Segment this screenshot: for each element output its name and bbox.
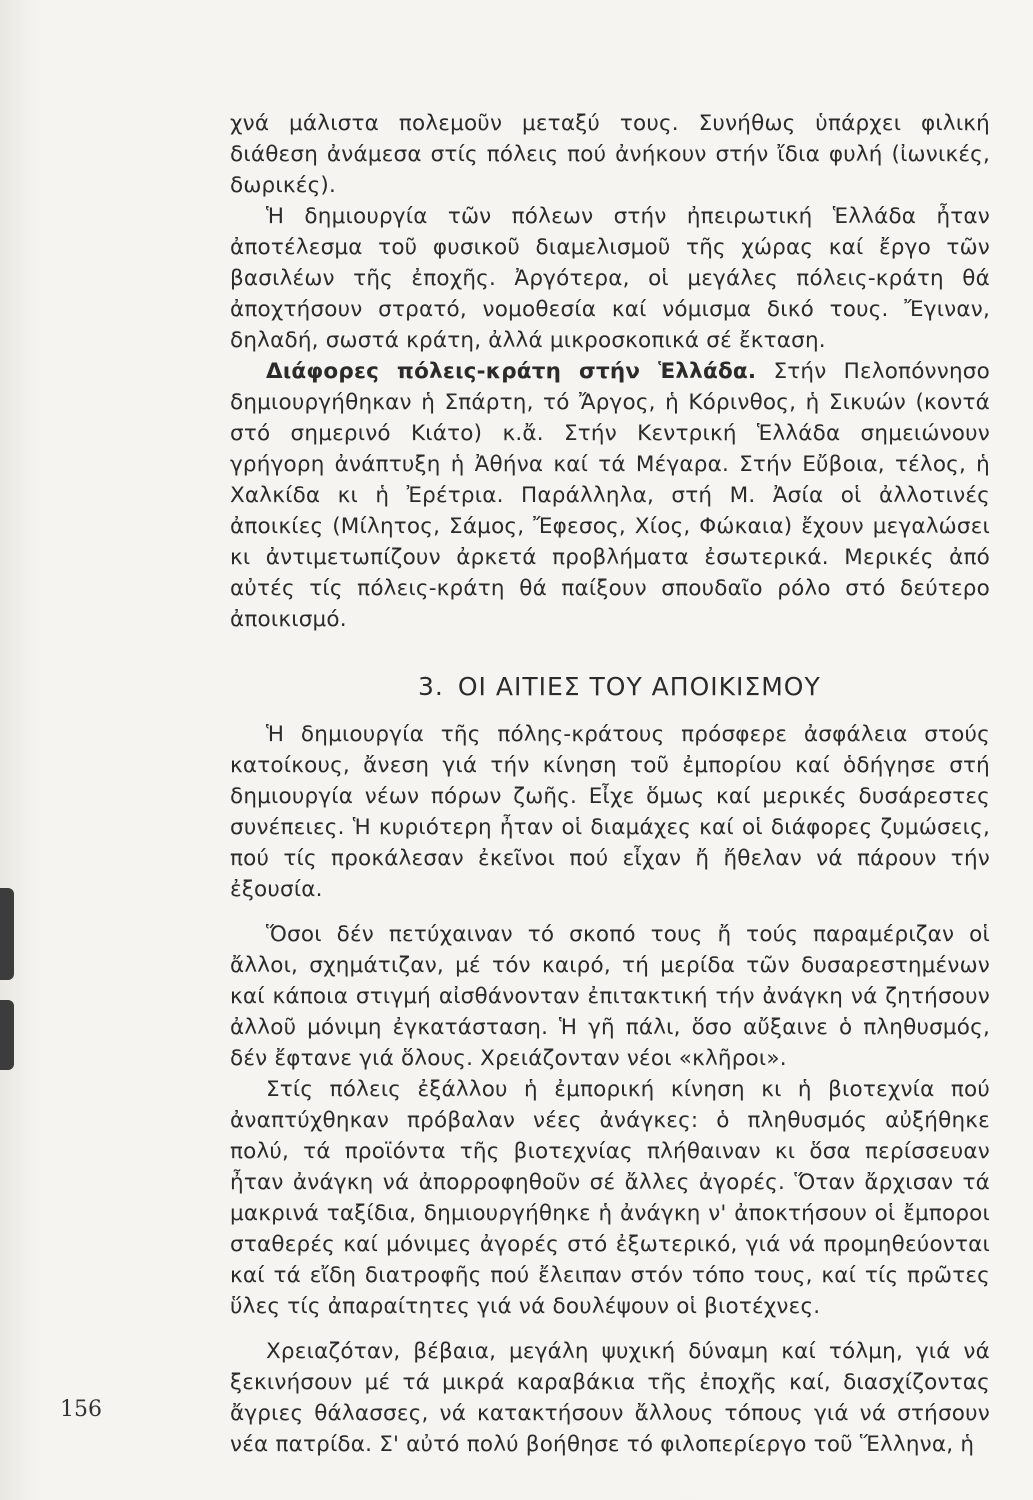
section-lead: Διάφορες πόλεις-κράτη στήν Ἑλλάδα. — [266, 359, 757, 384]
paragraph: Στίς πόλεις ἐξάλλου ἡ ἐμπορική κίνηση κι ἡ βιοτεχνία πού ἀναπτύχθηκαν πρόβαλαν νέες ἀνάγκες: ὁ πληθυσμός αὐξήθηκε πολύ, τά προϊόντα τῆς βιοτεχνίας πλήθαιναν κι ὅσα περίσσευαν ἦταν ἀνάγκη νά ἀπορροφηθοῦν σέ ἄλλες ἀγορές. Ὅταν ἄρχισαν τά μακρινά ταξίδια, δημιουργήθηκε ἡ ἀνάγκη ν' ἀποκτήσουν οἱ ἔμποροι σταθερές καί μόνιμες ἀγορές στό ἐξωτερικό, γιά νά προμηθεύονται καί τά εἴδη διατροφῆς πού ἔλειπαν στόν τόπο τους, καί τίς πρῶτες ὕλες τίς ἀπαραίτητες γιά νά δουλέψουν οἱ βιοτέχνες. — [230, 1077, 990, 1319]
page-edge-mark — [0, 888, 14, 980]
section-number: 3. — [418, 672, 444, 701]
paragraph: χνά μάλιστα πολεμοῦν μεταξύ τους. Συνήθως ὑπάρχει φιλική διάθεση ἀνάμεσα στίς πόλεις πού ἀνήκουν στήν ἴδια φυλή (ἰωνικές, δωρικές). — [230, 111, 990, 198]
page-number: 156 — [60, 1397, 102, 1422]
paragraph-text: Στήν Πελοπόννησο δημιουργήθηκαν ἡ Σπάρτη, τό Ἄργος, ἡ Κόρινθος, ἡ Σικυών (κοντά στό σημερινό Κιάτο) κ.ἄ. Στήν Κεντρική Ἑλλάδα σημειώνουν γρήγορη ἀνάπτυξη ἡ Ἀθήνα καί τά Μέγαρα. Στήν Εὔβοια, τέλος, ἡ Χαλκίδα κι ἡ Ἐρέτρια. Παράλληλα, στή Μ. Ἀσία οἱ ἀλλοτινές ἀποικίες (Μίλητος, Σάμος, Ἔφεσος, Χίος, Φώκαια) ἔχουν μεγαλώσει κι ἀντιμετωπίζουν ἀρκετά προβλήματα ἐσωτερικά. Μερικές ἀπό αὐτές τίς πόλεις-κράτη θά παίξουν σπουδαῖο ρόλο στό δεύτερο ἀποικισμό. — [230, 359, 990, 632]
paragraph — [230, 356, 990, 635]
page-edge-mark — [0, 1000, 14, 1070]
section-heading — [418, 671, 990, 703]
body-text — [230, 108, 990, 1460]
section-title: ΟΙ ΑΙΤΙΕΣ ΤΟΥ ΑΠΟΙΚΙΣΜΟΥ — [457, 672, 821, 701]
paragraph: Ἡ δημιουργία τῶν πόλεων στήν ἠπειρωτική Ἑλλάδα ἦταν ἀποτέλεσμα τοῦ φυσικοῦ διαμελισμοῦ τῆς χώρας καί ἔργο τῶν βασιλέων τῆς ἐποχῆς. Ἀργότερα, οἱ μεγάλες πόλεις-κράτη θά ἀποχτήσουν στρατό, νομοθεσία καί νόμισμα δικό τους. Ἔγιναν, δηλαδή, σωστά κράτη, ἀλλά μικροσκοπικά σέ ἔκταση. — [230, 204, 990, 353]
paragraph: Ἡ δημιουργία τῆς πόλης-κράτους πρόσφερε ἀσφάλεια στούς κατοίκους, ἄνεση γιά τήν κίνηση τοῦ ἐμπορίου καί ὁδήγησε στή δημιουργία νέων πόρων ζωῆς. Εἶχε ὅμως καί μερικές δυσάρεστες συνέπειες. Ἡ κυριότερη ἦταν οἱ διαμάχες καί οἱ διάφορες ζυμώσεις, πού τίς προκάλεσαν ἐκεῖνοι πού εἶχαν ἤ ἤθελαν νά πάρουν τήν ἐξουσία. — [230, 722, 990, 902]
paragraph: Χρειαζόταν, βέβαια, μεγάλη ψυχική δύναμη καί τόλμη, γιά νά ξεκινήσουν μέ τά μικρά καραβάκια τῆς ἐποχῆς καί, διασχίζοντας ἄγριες θάλασσες, νά κατακτήσουν ἄλλους τόπους γιά νά στήσουν νέα πατρίδα. Σ' αὐτό πολύ βοήθησε τό φιλοπερίεργο τοῦ Ἕλληνα, ἡ — [230, 1339, 990, 1457]
paragraph: Ὅσοι δέν πετύχαιναν τό σκοπό τους ἤ τούς παραμέριζαν οἱ ἄλλοι, σχημάτιζαν, μέ τόν καιρό, τή μερίδα τῶν δυσαρεστημένων καί κάποια στιγμή αἰσθάνονταν ἐπιτακτική τήν ἀνάγκη νά ζητήσουν ἀλλοῦ μόνιμη ἐγκατάσταση. Ἡ γῆ πάλι, ὅσο αὔξαινε ὁ πληθυσμός, δέν ἔφτανε γιά ὅλους. Χρειάζονταν νέοι «κλῆροι». — [230, 922, 990, 1071]
